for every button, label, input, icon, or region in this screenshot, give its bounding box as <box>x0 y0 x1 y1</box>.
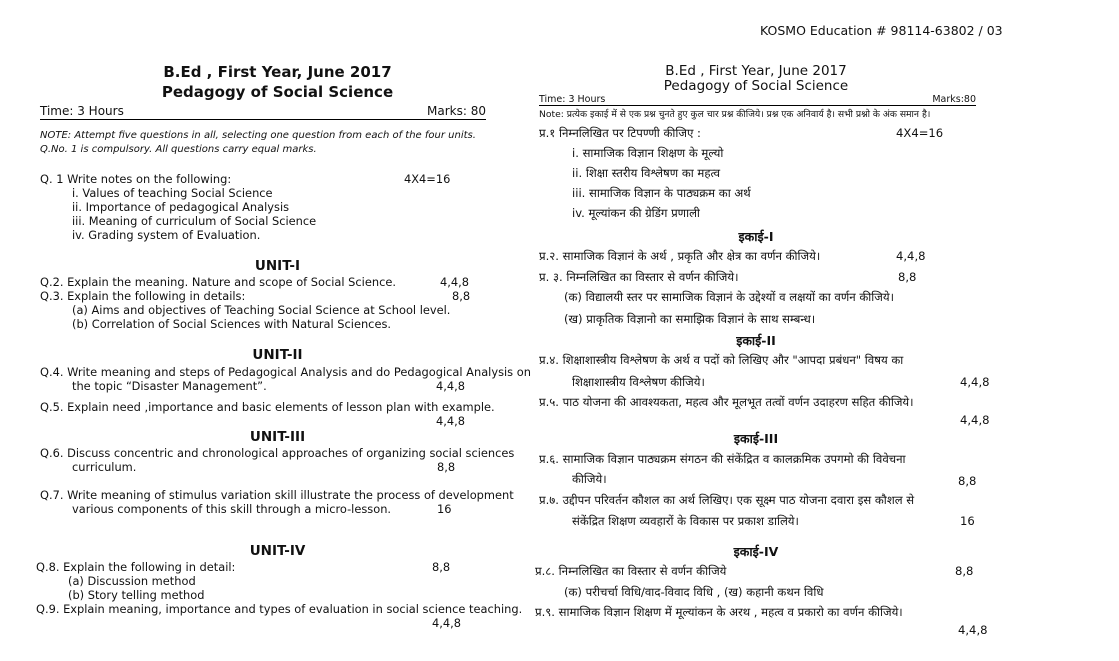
hindi-q1-iv: iv. मूल्यांकन की ग्रेडिंग प्रणाली <box>572 206 700 220</box>
hindi-q1-ii: ii. शिक्षा स्तरीय विश्लेषण का महत्व <box>572 166 721 180</box>
hindi-q8: प्र.८. निम्नलिखित का विस्तार से वर्णन कीजिये <box>535 564 727 578</box>
hindi-time-marks-bar <box>539 94 976 106</box>
english-q4-line1: Q.4. Write meaning and steps of Pedagogical Analysis and do Pedagogical Analysis on <box>40 365 531 379</box>
english-q5: Q.5. Explain need ,importance and basic elements of lesson plan with example. <box>40 400 495 414</box>
english-q7-marks: 16 <box>437 502 452 516</box>
hindi-q5-marks: 4,4,8 <box>960 413 990 427</box>
hindi-q5: प्र.५. पाठ योजना की आवश्यकता, महत्व और मूलभूत तत्वों वर्णन उदाहरण सहित कीजिये। <box>539 395 914 409</box>
english-q8-b: (b) Story telling method <box>68 588 205 602</box>
hindi-q1-marks: 4X4=16 <box>896 126 944 140</box>
hindi-q4-marks: 4,4,8 <box>960 375 990 389</box>
hindi-unit-4-heading: इकाई-IV <box>733 544 779 559</box>
hindi-q7-marks: 16 <box>960 514 975 528</box>
english-q2: Q.2. Explain the meaning. Nature and scope of Social Science. <box>40 275 396 289</box>
hindi-q7-line1: प्र.७. उद्दीपन परिवर्तन कौशल का अर्थ लिखिए। एक सूक्ष्म पाठ योजना दवारा इस कौशल से <box>539 493 915 507</box>
english-q4-marks: 4,4,8 <box>436 379 465 393</box>
hindi-time: Time: 3 Hours <box>539 94 606 105</box>
hindi-q3-a: (क) विद्यालयी स्तर पर सामाजिक विज्ञानं के उद्देश्यों व लक्षयों का वर्णन कीजिये। <box>564 290 894 304</box>
english-q1: Q. 1 Write notes on the following: <box>40 172 232 186</box>
english-q7-line1: Q.7. Write meaning of stimulus variation skill illustrate the process of development <box>40 488 514 502</box>
english-q6-line2: curriculum. <box>72 460 137 474</box>
publisher-header: KOSMO Education # 98114-63802 / 03 <box>760 23 1003 38</box>
english-time-marks-bar <box>40 104 486 120</box>
english-unit-4-heading: UNIT-IV <box>249 543 306 559</box>
hindi-unit-3-heading: इकाई-III <box>733 431 779 446</box>
english-q6-marks: 8,8 <box>437 460 456 474</box>
english-q3-b: (b) Correlation of Social Sciences with Natural Sciences. <box>72 317 392 331</box>
english-q5-marks: 4,4,8 <box>436 414 465 428</box>
hindi-q2: प्र.२. सामाजिक विज्ञानं के अर्थ , प्रकृति और क्षेत्र का वर्णन कीजिये। <box>539 249 821 263</box>
english-q8-marks: 8,8 <box>432 560 451 574</box>
hindi-unit-1-heading: इकाई-I <box>738 229 774 244</box>
hindi-q7-line2: संकेंद्रित शिक्षण व्यवहारों के विकास पर प्रकाश डालिये। <box>572 514 799 528</box>
english-q1-iv: iv. Grading system of Evaluation. <box>72 228 261 242</box>
hindi-q8-options: (क) परीचर्चा विधि/वाद-विवाद विधि , (ख) कहानी कथन विधि <box>564 585 824 599</box>
hindi-q4-line2: शिक्षाशास्त्रीय विश्लेषण कीजिये। <box>572 375 705 389</box>
english-q4-line2: the topic “Disaster Management”. <box>72 379 267 393</box>
english-q2-marks: 4,4,8 <box>440 275 469 289</box>
english-unit-1-heading: UNIT-I <box>254 258 301 274</box>
english-note-line2: Q.No. 1 is compulsory. All questions carry equal marks. <box>40 144 317 155</box>
english-unit-2-heading: UNIT-II <box>252 347 303 363</box>
english-q3-marks: 8,8 <box>452 289 471 303</box>
hindi-q9: प्र.९. सामाजिक विज्ञान शिक्षण में मूल्यांकन के अरथ , महत्व व प्रकारो का वर्णन कीजिये। <box>535 605 903 619</box>
english-q9: Q.9. Explain meaning, importance and types of evaluation in social science teaching. <box>36 602 523 616</box>
english-title-course: B.Ed , First Year, June 2017 <box>163 63 392 81</box>
english-q1-iii: iii. Meaning of curriculum of Social Science <box>72 214 317 228</box>
english-note-line1: NOTE: Attempt five questions in all, selecting one question from each of the four units. <box>40 130 476 141</box>
hindi-q3-marks: 8,8 <box>898 270 917 284</box>
english-q1-i: i. Values of teaching Social Science <box>72 186 273 200</box>
hindi-q1-i: i. सामाजिक विज्ञान शिक्षण के मूल्यो <box>572 146 724 160</box>
hindi-q4-line1: प्र.४. शिक्षाशास्त्रीय विश्लेषण के अर्थ व पदों को लिखिए और "आपदा प्रबंधन" विषय का <box>539 353 904 367</box>
english-q6-line1: Q.6. Discuss concentric and chronological approaches of organizing social sciences <box>40 446 515 460</box>
hindi-q1: प्र.१ निम्नलिखित पर टिपण्णी कीजिए : <box>539 126 701 140</box>
hindi-q6-marks: 8,8 <box>958 474 977 488</box>
english-q7-line2: various components of this skill through a micro-lesson. <box>72 502 392 516</box>
hindi-title-course: B.Ed , First Year, June 2017 <box>665 63 847 79</box>
english-q1-marks: 4X4=16 <box>404 172 451 186</box>
english-time: Time: 3 Hours <box>40 104 124 118</box>
hindi-q8-marks: 8,8 <box>955 564 974 578</box>
hindi-title-subject: Pedagogy of Social Science <box>663 78 849 94</box>
hindi-q9-marks: 4,4,8 <box>958 623 988 637</box>
english-q9-marks: 4,4,8 <box>432 616 461 630</box>
english-q8: Q.8. Explain the following in detail: <box>36 560 236 574</box>
hindi-marks: Marks:80 <box>932 94 976 105</box>
english-q3: Q.3. Explain the following in details: <box>40 289 246 303</box>
english-q3-a: (a) Aims and objectives of Teaching Social Science at School level. <box>72 303 451 317</box>
english-marks: Marks: 80 <box>427 104 486 118</box>
hindi-q2-marks: 4,4,8 <box>896 249 926 263</box>
hindi-q3-b: (ख) प्राकृतिक विज्ञानो का समाझिक विज्ञानं के साथ सम्बन्ध। <box>564 312 816 326</box>
hindi-q1-iii: iii. सामाजिक विज्ञान के पाठ्यक्रम का अर्थ <box>572 186 751 200</box>
english-q8-a: (a) Discussion method <box>68 574 196 588</box>
hindi-q6-line1: प्र.६. सामाजिक विज्ञान पाठ्यक्रम संगठन की संकेंद्रित व कालक्रमिक उपगमो की विवेचना <box>539 452 906 466</box>
hindi-unit-2-heading: इकाई-II <box>736 333 776 348</box>
hindi-q3: प्र. ३. निम्नलिखित का विस्तार से वर्णन कीजिये। <box>539 270 739 284</box>
hindi-q6-line2: कीजिये। <box>572 472 607 486</box>
english-title-subject: Pedagogy of Social Science <box>161 83 394 101</box>
hindi-note: Note: प्रत्येक इकाई में से एक प्रश्न चुनते हुए कुल चार प्रश्न कीजिये। प्रश्न एक अनिवार्य है। सभी प्रश्नो के अंक समान है। <box>539 109 931 120</box>
english-unit-3-heading: UNIT-III <box>249 429 306 445</box>
english-q1-ii: ii. Importance of pedagogical Analysis <box>72 200 290 214</box>
